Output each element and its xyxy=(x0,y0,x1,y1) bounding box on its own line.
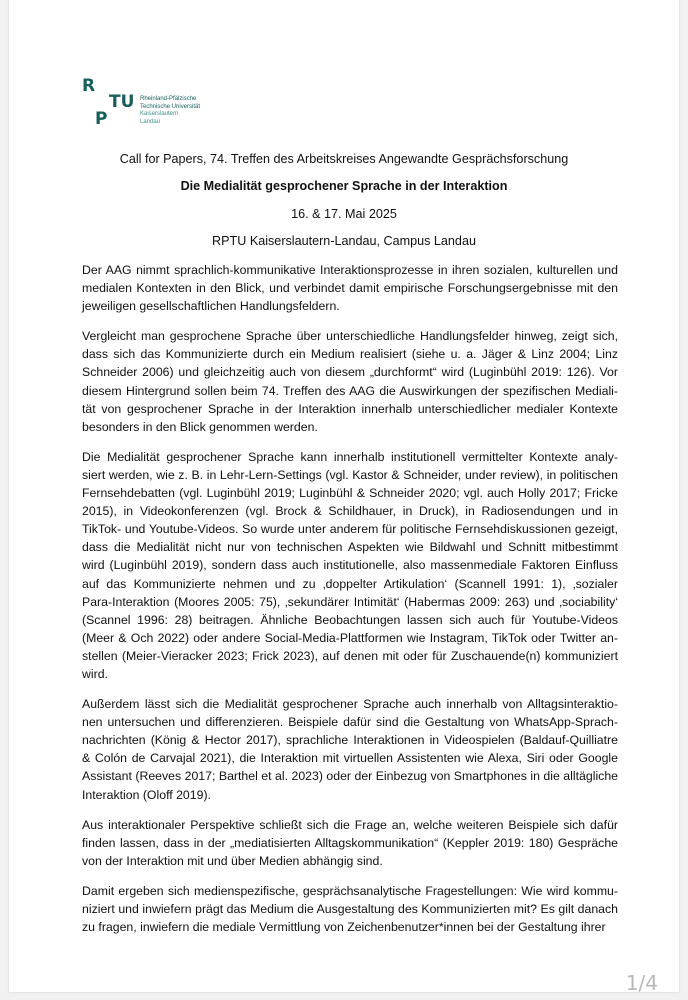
text-line: Aus interaktionaler Perspektive schließt sich die Frage an, welche weiteren Beispiele sich dafür xyxy=(82,817,618,832)
text-line: diesem Hintergrund sollen beim 74. Treffen des AAG die Auswirkungen der spezifischen Mediali- xyxy=(82,383,618,398)
text-line: wird (Luginbühl 2019), sondern dass auch institutionelle, also massenmediale Faktoren Einfluss xyxy=(82,558,618,573)
text-line: besonders in den Blick genommen werden. xyxy=(82,419,318,434)
text-line: (Scannel 1996: 28) beitragen. Ähnliche Beobachtungen lassen sich auch für Youtube-Videos xyxy=(82,612,618,627)
text-line: Außerdem lässt sich die Medialität gesprochener Sprache auch innerhalb von Alltagsinteraktio- xyxy=(82,697,618,712)
text-line: medialen Kontexten in den Blick, und verbindet damit empirische Forschungsergebnisse mit den xyxy=(82,281,618,296)
call-for-papers-heading: Call for Papers, 74. Treffen des Arbeitskreises Angewandte Gesprächsforschung xyxy=(119,152,569,166)
paragraph xyxy=(82,327,618,436)
text-line: nachrichten (König & Hector 2017), sprachliche Interaktionen in Videospielen (Baldauf-Quilliatre xyxy=(82,733,618,748)
document-title: Die Medialität gesprochener Sprache in der Interaktion xyxy=(180,179,508,193)
text-line: Para-Interaktion (Moores 2005: 75), ‚sekundärer Intimität‘ (Habermas 2009: 263) und ‚sociability‘ xyxy=(82,594,618,609)
text-line: Die Medialität gesprochener Sprache kann innerhalb institutionell vermittelter Kontexte analy- xyxy=(82,449,618,464)
paragraph xyxy=(82,882,618,936)
text-line: siert werden, wie z. B. in Lehr-Lern-Settings (vgl. Kastor & Schneider, under review), in politischen xyxy=(82,467,618,482)
logo-subtitle xyxy=(140,96,200,126)
page-indicator: 1/4 xyxy=(625,971,658,995)
text-line: 2015), in Videokonferenzen (vgl. Brock & Schildhauer, in Druck), in Radiosendungen und in xyxy=(82,504,618,519)
text-line: (Meer & Och 2022) oder andere Social-Media-Plattformen wie Instagram, TikTok oder Twitter an- xyxy=(82,630,618,645)
text-line: dass die Medialität nicht nur von technischen Aspekten wie Bildwahl und Schnitt mitbestimmt xyxy=(82,540,618,555)
paragraph xyxy=(82,695,618,804)
text-line: tät von gesprochener Sprache in der Interaktion innerhalb unterschiedlicher medialer Kontexte xyxy=(82,401,618,416)
text-line: Fernsehdebatten (vgl. Luginbühl 2019; Luginbühl & Schneider 2020; vgl. auch Holly 2017; Fricke xyxy=(82,486,618,501)
text-line: dass sich das Kommunizierte durch ein Medium realisiert (siehe u. a. Jäger & Linz 2004; Linz xyxy=(82,347,618,362)
logo-letters-tu: TU xyxy=(109,92,135,112)
text-line: Damit ergeben sich medienspezifische, gesprächsanalytische Fragestellungen: Wie wird kommu- xyxy=(82,883,618,898)
text-line: zu fragen, inwiefern die mediale Vermittlung von Zeichenbenutzer*innen bei der Gestaltung ihrer xyxy=(82,920,606,935)
university-logo xyxy=(82,78,222,134)
logo-line-3: Kaiserslautern xyxy=(140,111,179,118)
text-line: wird. xyxy=(82,666,108,681)
text-line: auf das Kommunizierte nehmen und zu ‚doppelter Artikulation‘ (Scannell 1991: 1), ‚sozialer xyxy=(82,576,618,591)
logo-letter-p: P xyxy=(95,109,108,129)
text-line: Der AAG nimmt sprachlich-kommunikative Interaktionsprozesse in ihren sozialen, kulturellen und xyxy=(82,263,618,277)
text-line: TikTok- und Youtube-Videos. So wurde unter anderem für politische Fernsehdiskussionen gezeigt, xyxy=(82,522,618,537)
text-line: & Colón de Carvajal 2021), die Interaktion mit virtuellen Assistenten wie Alexa, Siri oder Google xyxy=(82,751,618,766)
text-line: nen untersuchen und differenzieren. Beispiele dafür sind die Gestaltung von WhatsApp-Sprach- xyxy=(82,715,618,730)
logo-line-2: Technische Universität xyxy=(140,103,201,110)
text-line: Interaktion (Oloff 2019). xyxy=(82,787,211,802)
paragraph xyxy=(82,816,618,870)
text-line: Assistant (Reeves 2017; Barthel et al. 2023) oder der Einbezug von Smartphones in die alltägliche xyxy=(82,769,618,784)
event-date: 16. & 17. Mai 2025 xyxy=(291,207,397,221)
text-line: niziert und inwiefern prägt das Medium die Ausgestaltung des Kommunizierten mit? Es gilt danach xyxy=(82,902,618,916)
text-line: jeweiligen gesellschaftlichen Handlungsfeldern. xyxy=(82,299,340,314)
event-venue: RPTU Kaiserslautern-Landau, Campus Landau xyxy=(212,234,476,248)
text-line: stellen (Meier-Vieracker 2023; Frick 2023), auf denen mit oder für Zuschauende(n) kommuniziert xyxy=(82,648,618,663)
text-line: Vergleicht man gesprochene Sprache über unterschiedliche Handlungsfelder hinweg, zeigt sich, xyxy=(82,329,618,344)
document-page xyxy=(9,0,679,992)
text-line: von der Interaktion mit und über Medien abhängig sind. xyxy=(82,853,383,868)
logo-line-4: Landau xyxy=(140,118,161,125)
paragraph xyxy=(82,261,618,315)
text-line: Schneider 2006) und gleichzeitig auch von diesem „durchformt“ wird (Luginbühl 2019: 126). Vor xyxy=(82,365,618,380)
paragraph xyxy=(82,448,618,683)
logo-letter-r: R xyxy=(82,76,96,96)
text-line: finden lassen, dass in der „mediatisierten Alltagskommunikation“ (Keppler 2019: 180) Gespräche xyxy=(82,835,618,850)
document-body xyxy=(82,261,618,948)
logo-line-1: Rheinland-Pfälzische xyxy=(140,96,197,102)
